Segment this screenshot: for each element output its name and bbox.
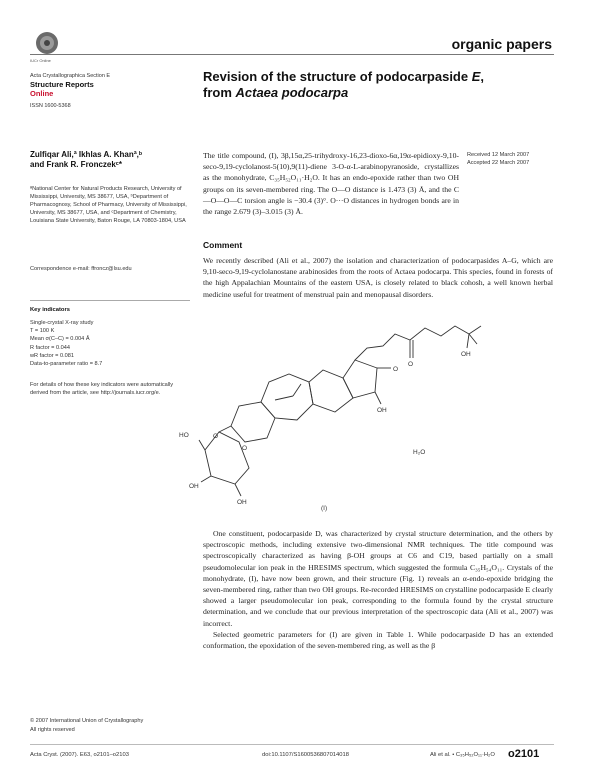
scheme-label: H₂O: [413, 449, 426, 456]
key-indicator-item: Single-crystal X-ray study: [30, 320, 94, 326]
comment-paragraph-2: One constituent, podocarpaside D, was characterized by crystal structure determination, and the others by spectroscopic methods, including extensive two-dimensional NMR techniques. The title compound was spectroscopically characterized as having β-OH groups at C6 and C19, based partially on a small pseudomolecular ion peak in the HRESIMS spectrum, which suggested the formula C₃₅H₅₄O₁₁. Crystals of the monohydrate, (I), have now been grown, and their structure (Fig. 1) reveals an α-endo-epoxide bridging the seven-membered ring, rather than two OH groups. Re-recorded HRESIMS on crystalline podocarpaside E clearly showed a larger pseudomolecular ion peak, corresponding to the formula found by the crystal structure determination, and we conclude that our previous interpretation of the spectroscopic data (Ali et al., 2007) was incorrect.: [203, 529, 553, 628]
key-indicator-item: wR factor = 0.081: [30, 352, 74, 359]
footer-citation: Acta Cryst. (2007). E63, o2101–o2103: [30, 752, 129, 758]
peroxide-bridge: [275, 396, 293, 400]
comment-paragraph-3: Selected geometric parameters for (I) are given in Table 1. While podocarpaside D has an extended conformation, the epoxidation of the seven-membered ring, as well as the β: [203, 629, 553, 651]
methyl-bond: [469, 326, 481, 334]
title-text-2: from: [203, 85, 236, 100]
title-text-1-end: ,: [480, 69, 485, 84]
accepted-date: Accepted 22 March 2007: [467, 160, 530, 167]
peroxide-bridge: [293, 384, 301, 396]
scheme-label: (I): [321, 505, 328, 512]
page-number: o2101: [508, 748, 540, 760]
key-indicators-heading: Key indicators: [30, 307, 70, 313]
author-list: [30, 150, 190, 170]
scheme-label: OH: [189, 483, 199, 490]
ring-c: [309, 370, 353, 412]
hydroxyl-bond: [235, 484, 241, 496]
sugar-ring: [205, 432, 249, 484]
footer-rule: [30, 744, 554, 745]
logo-caption: IUCr Online: [30, 58, 51, 63]
scheme-label: O: [393, 366, 399, 373]
key-indicator-item: Mean σ(C–C) = 0.004 Å: [30, 336, 90, 343]
article-title: [203, 69, 543, 101]
key-indicator-item: R factor = 0.044: [30, 344, 70, 351]
hydroxyl-bond: [201, 476, 211, 482]
key-indicator-item: Data-to-parameter ratio = 8.7: [30, 361, 103, 368]
title-italic-1: E: [471, 69, 481, 84]
title-italic-2: Actaea podocarpa: [235, 85, 349, 100]
comment-heading: Comment: [203, 240, 243, 250]
scheme-label: OH: [237, 499, 247, 506]
article-dates: [467, 151, 567, 168]
methyl-bond: [469, 334, 477, 344]
copyright-line-2: All rights reserved: [30, 726, 75, 733]
affiliations: ªNational Center for Natural Products Research, University of Mississippi, University, MS 38677, USA, ᵇDepartment of Pharmacognosy, School of Pharmacy, University of Mississippi, University, MS 38677, USA, and ᶜDepartment of Chemistry, Louisiana State University, Baton Rouge, LA 70803-1804, USA: [30, 186, 187, 224]
scheme-label: O: [213, 433, 219, 440]
side-chain-bond: [355, 326, 469, 360]
header-rule: [30, 54, 554, 55]
journal-name: Structure Reports: [30, 80, 94, 89]
footer-author-formula: Ali et al. • C₃₅H₅₂O₁₁·H₂O: [430, 752, 495, 758]
copyright-notice: [30, 717, 200, 734]
key-indicator-item: T = 100 K: [30, 328, 55, 335]
hydroxyl-bond: [375, 392, 381, 404]
comment-body: [203, 528, 553, 651]
footer-doi[interactable]: doi:10.1107/S1600536807014018: [262, 752, 349, 758]
ring-a: [231, 402, 275, 442]
iucr-logo-icon: [34, 30, 60, 56]
scheme-label: HO: [179, 432, 189, 439]
authors-line-2: and Frank R. Fronczekᶜ*: [30, 160, 122, 169]
ring-d: [343, 360, 377, 398]
authors-line-1: Zulfiqar Ali,ª Ikhlas A. Khanª,ᵇ: [30, 150, 143, 159]
abstract: The title compound, (I), 3β,15α,25-trihydroxy-16,23-dioxo-6α,19α-epidioxy-9,10-seco-9,19-cyclolanost-5(10),9(11)-diene 3-O-α-L-arabinopyranoside, crystallizes as the monohydrate, C₃₅H₅₂O₁₁·H₂O. It has an endo-epoxide rather than two OH groups on its seven-membered ring. The O—O distance is 1.473 (3) Å, and the C—O—O—C torsion angle is −30.4 (3)°. O···O distances in hydrogen bonds are in the range 2.679 (3)–3.015 (3) Å.: [203, 151, 459, 217]
hydroxyl-bond: [467, 334, 469, 348]
key-indicators-note[interactable]: For details of how these key indicators were automatically derived from the article, see http://journals.iucr.org/e.: [30, 382, 174, 397]
scheme-label: OH: [377, 407, 387, 414]
hydroxyl-bond: [199, 440, 205, 450]
comment-paragraph-1: We recently described (Ali et al., 2007) the isolation and characterization of podocarpasides A–G, which are 9,10-seco-9,19-cyclolanostane arabinosides from the roots of Actaea podocarpa. This species, found in forests of the high Appalachian Mountains of the eastern USA, is closely related to black cohosh, a well known herbal medicine useful for treatment of menstrual pain and menopausal disorders.: [203, 256, 553, 299]
copyright-line-1: © 2007 International Union of Crystallography: [30, 718, 144, 724]
scheme-label: O: [408, 361, 414, 368]
journal-series: Acta Crystallographica Section E: [30, 73, 111, 79]
section-title: organic papers: [451, 36, 552, 52]
journal-issn: ISSN 1600-5368: [30, 103, 71, 109]
left-divider: [30, 300, 190, 301]
chemical-structure-scheme: [179, 300, 555, 520]
scheme-label: OH: [461, 351, 471, 358]
scheme-label: O: [242, 445, 248, 452]
glycoside-bond: [219, 426, 231, 432]
correspondence-email[interactable]: Correspondence e-mail: ffroncz@lsu.edu: [30, 266, 132, 272]
received-date: Received 12 March 2007: [467, 152, 530, 158]
journal-online: Online: [30, 89, 54, 98]
key-indicators-list: [30, 319, 190, 368]
title-text-1: Revision of the structure of podocarpaside: [203, 69, 472, 84]
journal-info: [30, 72, 180, 110]
